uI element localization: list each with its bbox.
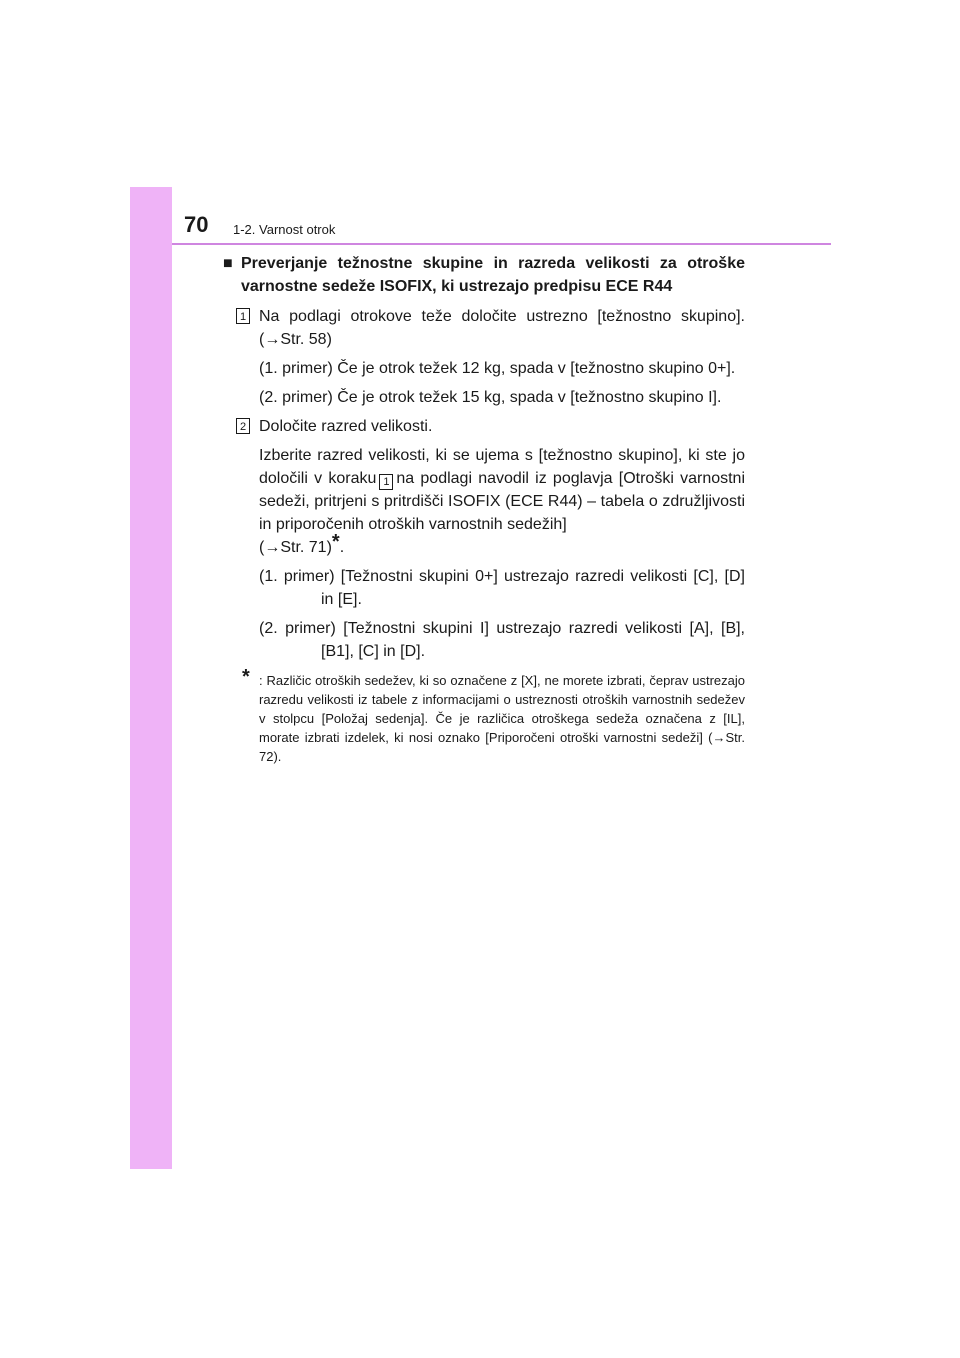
step-number-1: 1 [236, 308, 250, 324]
footnote-asterisk: * [242, 666, 250, 688]
step-2-detail [221, 444, 745, 559]
square-bullet-icon: ■ [223, 255, 233, 272]
step-2-detail-text: Izberite razred velikosti, ki se ujema s [težnostno skupino], ki ste jo določili v koraku [259, 447, 745, 487]
heading-text: Preverjanje težnostne skupine in razreda velikosti za otroške varnostne sedeže ISOFIX, ki ustrezajo predpisu ECE R44 [241, 255, 745, 295]
page-number: 70 [184, 212, 209, 237]
step-2-text: Določite razred velikosti. [259, 418, 433, 435]
footnote-text: : Različic otroških sedežev, ki so označene z [X], ne morete izbrati, čeprav ustrezajo razredu velikosti iz tabele z informacijami o ustreznosti otroških varnostnih sedežev v stolpcu [Položaj sedenja]. Če je različica otroškega sedeža označena z [IL], morate izbrati izdelek, ki nosi oznako [Priporočeni otroški varnostni sedeži] (→Str. 72). [259, 673, 745, 764]
section-heading [221, 252, 745, 298]
page-content [221, 252, 745, 766]
step-1-example-2: (2. primer) Če je otrok težek 15 kg, spada v [težnostno skupino I]. [259, 389, 722, 406]
step-2-example-2: (2. primer) [Težnostni skupini I] ustrezajo razredi velikosti [A], [B], [B1], [C] in [D]. [259, 620, 745, 660]
step-2-detail-text-2: na podlagi navodil iz poglavja [Otroški varnostni sedeži, pritrjeni s pritrdišči ISOFIX (ECE R44) – tabela o združljivosti in priporočenih otroških varnostnih sedežih] [259, 470, 746, 533]
step-1 [221, 305, 745, 409]
step-2-detail-end: . [339, 539, 345, 556]
page-reference: (→Str. 71) [259, 539, 332, 556]
section-title: 1-2. Varnost otrok [233, 222, 336, 237]
step-1-example-1: (1. primer) Če je otrok težek 12 kg, spada v [težnostno skupino 0+]. [259, 360, 736, 377]
step-1-text: Na podlagi otrokove teže določite ustrezno [težnostno skupino]. (→Str. 58) [259, 308, 745, 348]
step-2 [221, 415, 745, 663]
step-ref-box: 1 [379, 474, 393, 490]
header-rule [172, 243, 831, 245]
step-number-2: 2 [236, 418, 250, 434]
step-2-example-1: (1. primer) [Težnostni skupini 0+] ustrezajo razredi velikosti [C], [D] in [E]. [259, 568, 745, 608]
footnote-marker: * [331, 531, 340, 553]
side-color-tab [130, 187, 172, 1169]
footnote [221, 666, 745, 766]
